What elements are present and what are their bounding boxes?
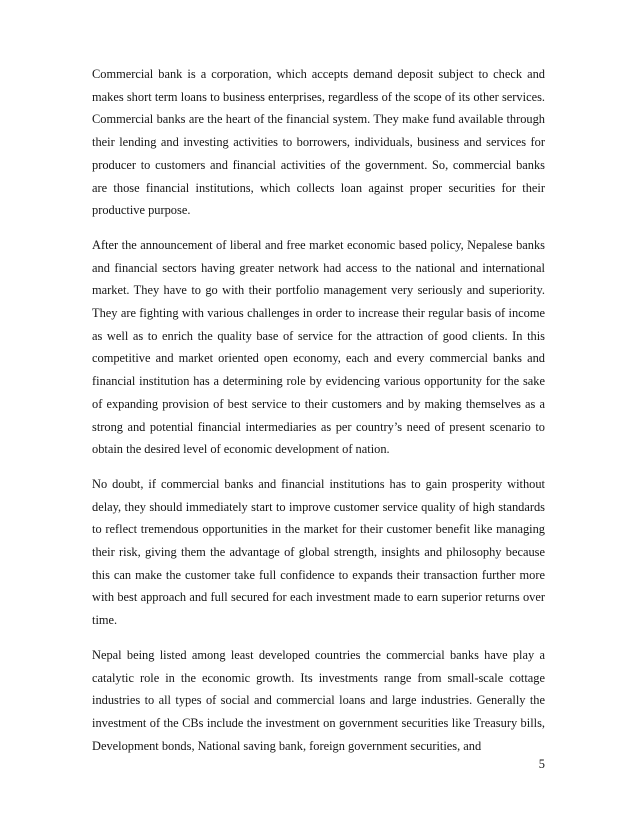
page-number: 5	[538, 757, 545, 771]
paragraph-investment-role: Nepal being listed among least developed countries the commercial banks have play a catalytic role in the economic growth. Its investments range from small-scale cottage industries to all types of social and commercial loans and large industries. Generally the investment of the CBs include the investment on government securities like Treasury bills, Development bonds, National saving bank, foreign government securities, and	[92, 647, 545, 753]
paragraph-commercial-bank-definition: Commercial bank is a corporation, which accepts demand deposit subject to check and makes short term loans to business enterprises, regardless of the scope of its other services. Commercial banks are the heart of the financial system. They make fund available through their lending and investing activities to borrowers, individuals, business and services for producer to customers and financial activities of the government. So, commercial banks are those financial institutions, which collects loan against proper securities for their productive purpose.	[92, 67, 545, 218]
body-text	[92, 63, 545, 769]
paragraph-customer-service-quality: No doubt, if commercial banks and financial institutions has to gain prosperity without delay, they should immediately start to improve customer service quality of high standards to reflect tremendous opportunities in the market for their customer benefit like managing their risk, giving them the advantage of global strength, insights and philosophy because this can make the customer take full confidence to expands their transaction further more with best approach and full secured for each investment made to earn superior returns over time.	[92, 476, 545, 628]
paragraph-liberal-market-policy: After the announcement of liberal and free market economic based policy, Nepalese banks and financial sectors having greater network had access to the national and international market. They have to go with their portfolio management very seriously and superiority. They are fighting with various challenges in order to increase their regular basis of income as well as to enrich the quality base of service for the attraction of good clients. In this competitive and market oriented open economy, each and every commercial banks and financial institution has a determining role by evidencing various opportunity for the sake of expanding provision of best service to their customers and by making themselves as a strong and potential financial intermediaries as per country’s need of present scenario to obtain the desired level of economic development of nation.	[92, 237, 545, 457]
